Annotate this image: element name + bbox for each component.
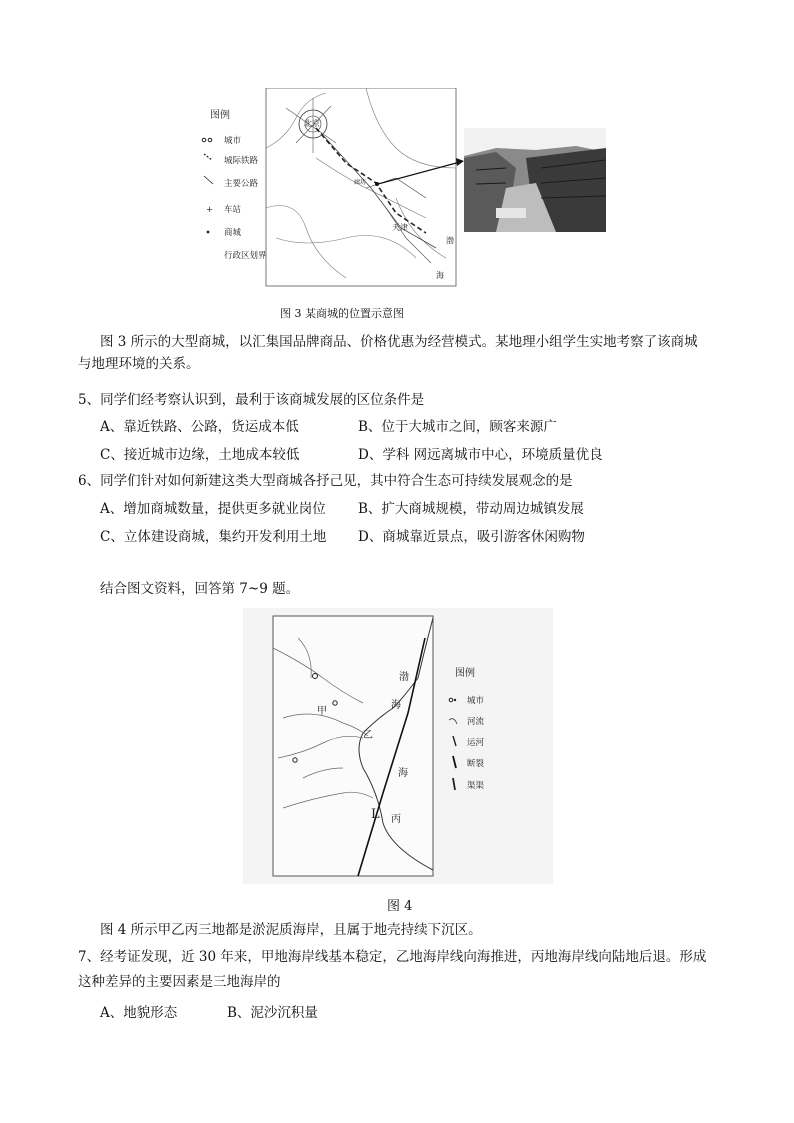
question-6-stem: 6、同学们针对如何新建这类大型商城各抒己见，其中符合生态可持续发展观念的是 bbox=[78, 473, 573, 489]
question-7-stem-cont: 这种差异的主要因素是三地海岸的 bbox=[78, 974, 281, 990]
fig3-label-sea2: 海 bbox=[436, 271, 444, 280]
question-5-stem: 5、同学们经考察认识到，最利于该商城发展的区位条件是 bbox=[78, 392, 425, 408]
q5-option-d: D、学科 网远离城市中心，环境质量优良 bbox=[358, 447, 603, 463]
figure-3-caption: 图 3 某商城的位置示意图 bbox=[280, 307, 404, 320]
station-symbol-icon: + bbox=[206, 205, 214, 215]
fig4-legend-item: 渠渠 bbox=[467, 781, 485, 791]
q5-option-c: C、接近城市边缘，土地成本较低 bbox=[100, 447, 300, 463]
instruction-line: 结合图文资料，回答第 7~9 题。 bbox=[100, 581, 300, 597]
fig3-legend-item: 车站 bbox=[224, 205, 242, 215]
fig4-l-marker: L bbox=[371, 807, 380, 822]
fig4-map-frame bbox=[273, 616, 433, 876]
q6-option-a: A、增加商城数量，提供更多就业岗位 bbox=[100, 501, 326, 517]
mall-symbol-icon bbox=[207, 231, 210, 234]
q7-option-b: B、泥沙沉积量 bbox=[227, 1005, 318, 1021]
figure-3 bbox=[196, 88, 608, 300]
fig4-label-yi: 乙 bbox=[363, 730, 373, 741]
fig3-label-langfang: 廊坊 bbox=[354, 179, 367, 186]
fig4-label-sea3: 海 bbox=[398, 768, 408, 779]
highway-symbol-icon bbox=[204, 176, 213, 184]
fig3-arrow bbox=[378, 162, 460, 184]
fig3-legend-item: 主要公路 bbox=[224, 179, 259, 189]
q7-option-a: A、地貌形态 bbox=[100, 1005, 178, 1021]
intro-paragraph-1: 图 3 所示的大型商城，以汇集国品牌商品、价格优惠为经营模式。某地理小组学生实地考察了该商城 bbox=[100, 334, 698, 350]
fig3-legend-item: 城际铁路 bbox=[224, 156, 259, 166]
railway-symbol-icon bbox=[204, 154, 212, 160]
q5-option-a: A、靠近铁路、公路，货运成本低 bbox=[100, 419, 299, 435]
fig4-legend-item: 河流 bbox=[467, 717, 485, 727]
fig4-legend-title: 图例 bbox=[455, 668, 475, 679]
q6-option-d: D、商城靠近景点，吸引游客休闲购物 bbox=[358, 529, 585, 545]
intro-paragraph-2: 图 4 所示甲乙丙三地都是淤泥质海岸，且属于地壳持续下沉区。 bbox=[100, 922, 482, 938]
fig3-legend-title: 图例 bbox=[210, 110, 230, 121]
fig4-label-sea1: 渤 bbox=[399, 672, 409, 683]
fig4-label-sea2: 海 bbox=[391, 700, 401, 711]
q6-option-b: B、扩大商城规模，带动周边城镇发展 bbox=[358, 501, 584, 517]
fig3-legend-item: 行政区划界 bbox=[224, 251, 267, 261]
fig4-legend-item: 运河 bbox=[467, 738, 485, 748]
q5-option-b: B、位于大城市之间，顾客来源广 bbox=[358, 419, 557, 435]
fig4-legend-item: 城市 bbox=[467, 696, 485, 706]
question-7-stem: 7、经考证发现，近 30 年来，甲地海岸线基本稳定，乙地海岸线向海推进，丙地海岸线向陆地后退。形成 bbox=[78, 949, 707, 965]
city-symbol-icon bbox=[202, 138, 206, 142]
fig3-photo bbox=[464, 128, 606, 232]
figure-4 bbox=[243, 608, 553, 884]
q6-option-c: C、立体建设商城，集约开发利用土地 bbox=[100, 529, 327, 545]
intro-paragraph-1-cont: 与地理环境的关系。 bbox=[78, 356, 200, 372]
fig3-label-beijing: 北京 bbox=[304, 119, 320, 128]
figure-4-caption: 图 4 bbox=[387, 899, 413, 914]
fig4-label-jia: 甲 bbox=[317, 706, 327, 717]
figure-3-svg bbox=[196, 88, 608, 300]
figure-4-svg bbox=[243, 608, 553, 884]
fig4-label-bing: 丙 bbox=[391, 814, 401, 825]
fig3-legend-item: 商城 bbox=[224, 228, 242, 238]
fig3-legend-item: 城市 bbox=[224, 136, 242, 146]
fig3-label-sea1: 渤 bbox=[446, 236, 454, 245]
fig3-map-frame bbox=[266, 88, 456, 286]
fig4-legend-item: 断裂 bbox=[467, 759, 485, 769]
fig3-label-tianjin: 天津 bbox=[392, 223, 408, 232]
